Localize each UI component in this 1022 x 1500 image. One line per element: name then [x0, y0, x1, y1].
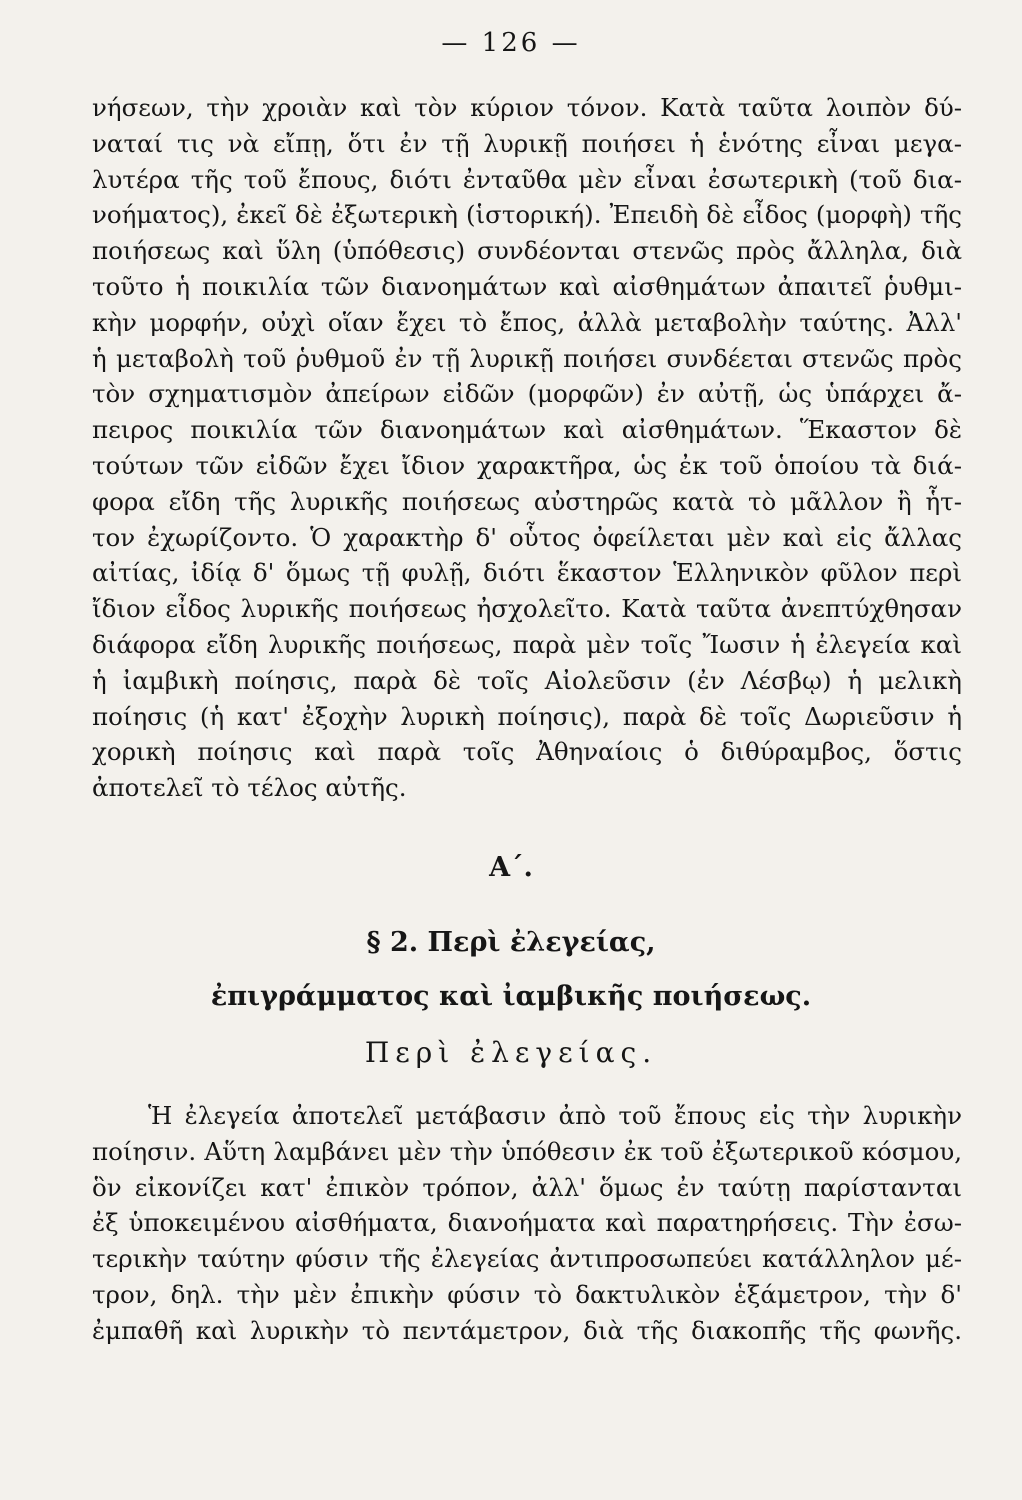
- text-line: διάφορα εἴδη λυρικῆς ποιήσεως, παρὰ μὲν τοῖς Ἴωσιν ἡ ἐλεγεία καὶ: [92, 629, 962, 659]
- text-line: ποιήσεως καὶ ὕλη (ὑπόθεσις) συνδέονται στενῶς πρὸς ἄλληλα, διὰ: [92, 236, 962, 266]
- section-heading-line-2: ἐπιγράμματος καὶ ἰαμβικῆς ποιήσεως.: [210, 981, 812, 1012]
- text-line: τὸν σχηματισμὸν ἀπείρων εἰδῶν (μορφῶν) ἐν αὐτῇ, ὡς ὑπάρχει ἄ-: [92, 379, 962, 409]
- text-line: Ἡ ἐλεγεία ἀποτελεῖ μετάβασιν ἀπὸ τοῦ ἔπους εἰς τὴν λυρικὴν: [148, 1101, 962, 1130]
- section-heading-line-1: § 2. Περὶ ἐλεγείας,: [366, 927, 656, 958]
- text-line: τούτων τῶν εἰδῶν ἔχει ἴδιον χαρακτῆρα, ὡς ἐκ τοῦ ὁποίου τὰ διά-: [92, 450, 962, 480]
- text-line: τερικὴν ταύτην φύσιν τῆς ἐλεγείας ἀντιπροσωπεύει κατάλληλον μέ-: [92, 1244, 962, 1274]
- paragraph-1: [92, 90, 962, 806]
- text-line: ποίησις (ἡ κατ' ἐξοχὴν λυρικὴ ποίησις), παρὰ δὲ τοῖς Δωριεῦσιν ἡ: [92, 701, 962, 731]
- text-line: τρον, δηλ. τὴν μὲν ἐπικὴν φύσιν τὸ δακτυλικὸν ἑξάμετρον, τὴν δ': [92, 1279, 962, 1309]
- text-line: χορικὴ ποίησις καὶ παρὰ τοῖς Ἀθηναίοις ὁ διθύραμβος, ὅστις: [92, 737, 962, 767]
- text-line: τον ἐχωρίζοντο. Ὁ χαρακτὴρ δ' οὗτος ὀφείλεται μὲν καὶ εἰς ἄλλας: [92, 522, 962, 552]
- text-line: τοῦτο ἡ ποικιλία τῶν διανοημάτων καὶ αἰσθημάτων ἀπαιτεῖ ῥυθμι-: [92, 271, 962, 301]
- text-line: αἰτίας, ἰδίᾳ δ' ὅμως τῇ φυλῇ, διότι ἕκαστον Ἑλληνικὸν φῦλον περὶ: [92, 558, 962, 588]
- text-line: ἡ ἰαμβικὴ ποίησις, παρὰ δὲ τοῖς Αἰολεῦσιν (ἐν Λέσβῳ) ἡ μελικὴ: [92, 665, 962, 695]
- text-line: φορα εἴδη τῆς λυρικῆς ποιήσεως αὐστηρῶς κατὰ τὸ μᾶλλον ἢ ἧτ-: [92, 486, 962, 516]
- text-line: πειρος ποικιλία τῶν διανοημάτων καὶ αἰσθημάτων. Ἕκαστον δὲ: [92, 415, 962, 445]
- page-number: — 126 —: [441, 28, 581, 58]
- text-line: κὴν μορφήν, οὐχὶ οἵαν ἔχει τὸ ἔπος, ἀλλὰ μεταβολὴν ταύτης. Ἀλλ': [92, 307, 962, 337]
- text-line: ἴδιον εἶδος λυρικῆς ποιήσεως ἠσχολεῖτο. Κατὰ ταῦτα ἀνεπτύχθησαν: [92, 594, 962, 624]
- text-line: λυτέρα τῆς τοῦ ἔπους, διότι ἐνταῦθα μὲν εἶναι ἐσωτερικὴ (τοῦ δια-: [92, 164, 962, 194]
- text-line: ἐμπαθῆ καὶ λυρικὴν τὸ πεντάμετρον, διὰ τῆς διακοπῆς τῆς φωνῆς.: [92, 1315, 962, 1345]
- text-line: ὃν εἰκονίζει κατ' ἐπικὸν τρόπον, ἀλλ' ὅμως ἐν ταύτῃ παρίστανται: [92, 1172, 962, 1202]
- text-line: ἡ μεταβολὴ τοῦ ῥυθμοῦ ἐν τῇ λυρικῇ ποιήσει συνδέεται στενῶς πρὸς: [92, 343, 962, 373]
- text-line: ἀποτελεῖ τὸ τέλος αὐτῆς.: [92, 773, 407, 803]
- text-line: ναταί τις νὰ εἴπῃ, ὅτι ἐν τῇ λυρικῇ ποιήσει ἡ ἑνότης εἶναι μεγα-: [92, 128, 962, 158]
- text-line: νήσεων, τὴν χροιὰν καὶ τὸν κύριον τόνον. Κατὰ ταῦτα λοιπὸν δύ-: [92, 93, 962, 122]
- paragraph-2: [92, 1098, 962, 1349]
- sub-heading: Περὶ ἐλεγείας.: [364, 1036, 658, 1069]
- text-line: ποίησιν. Αὕτη λαμβάνει μὲν τὴν ὑπόθεσιν ἐκ τοῦ ἐξωτερικοῦ κόσμου,: [92, 1136, 962, 1166]
- text-line: νοήματος), ἐκεῖ δὲ ἐξωτερικὴ (ἱστορική). Ἐπειδὴ δὲ εἶδος (μορφὴ) τῆς: [92, 200, 962, 230]
- text-line: ἐξ ὑποκειμένου αἰσθήματα, διανοήματα καὶ παρατηρήσεις. Τὴν ἐσω-: [92, 1208, 962, 1238]
- section-heading: [0, 916, 1022, 1024]
- section-letter: Α΄.: [489, 852, 533, 883]
